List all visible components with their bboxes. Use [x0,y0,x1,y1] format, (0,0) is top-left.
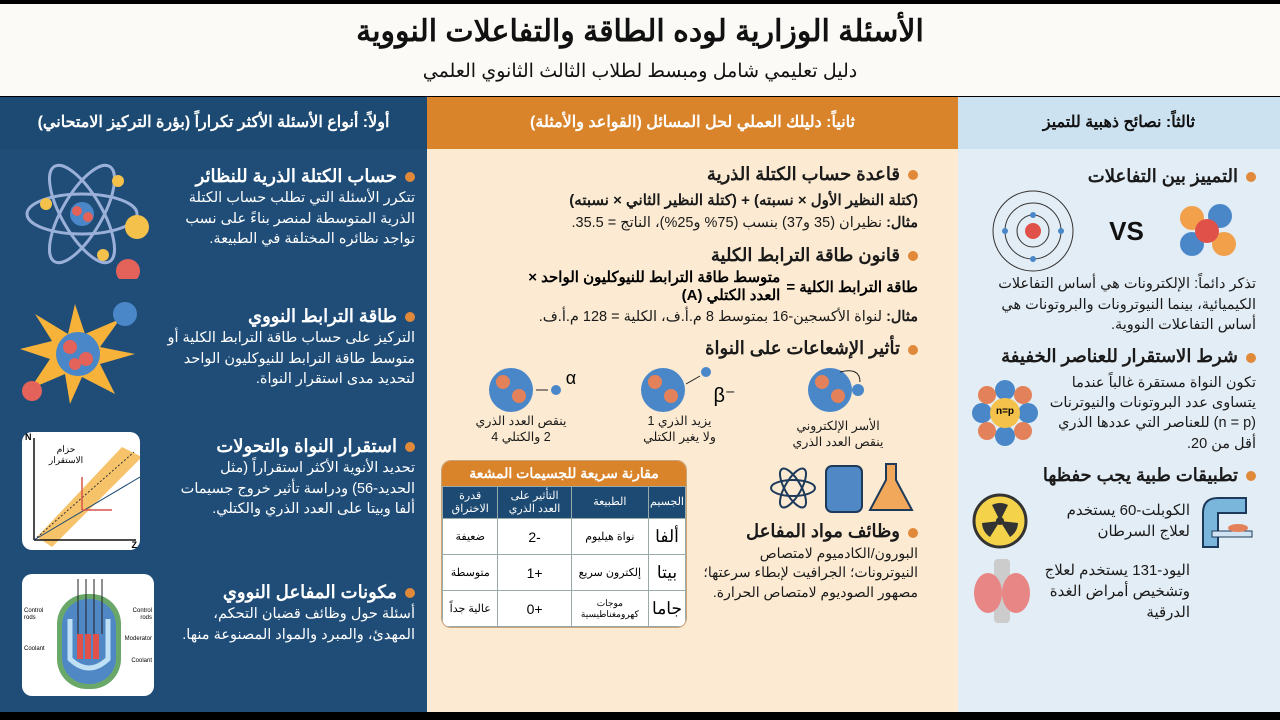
np-nucleus-icon [972,380,1038,446]
penetration-power: متوسطة [443,555,498,591]
radiotherapy-machine-icon [1198,493,1256,549]
bullet-icon [1246,471,1256,481]
column-header: الجسيم [649,487,686,519]
tip-body: تكون النواة مستقرة غالباً عندما يتساوى عدد البروتونات والنيوترنات (n = p) للعناصر التي عددها الذري أقل من 20. [1049,374,1256,452]
rule-title: قاعدة حساب الكتلة الذرية [706,164,900,184]
medical-item-cobalt: الكوبلت-60 يستخدم لعلاج السرطان [1066,502,1190,541]
effect-line: ولا يغير الكتلي [643,430,716,445]
atomic-number-effect: -2 [498,519,571,555]
tips-flow [972,165,1256,625]
beta-symbol: β⁻ [713,385,736,408]
bullet-icon [405,312,415,322]
column-header: الطبيعة [571,487,648,519]
column-question-types [0,149,427,712]
atomic-number-effect: +0 [498,591,571,627]
thyroid-icon [972,557,1032,625]
vs-label: VS [1109,215,1144,246]
tip-title: التمييز بين التفاعلات [1087,166,1238,186]
table-row [443,555,686,591]
nucleus-icon [1172,196,1242,266]
column-heading-third: ثالثاً: نصائح ذهبية للتميز [958,97,1280,149]
electron-capture-item [768,363,908,451]
item-reactor-components [165,575,415,645]
nucleus-electron-capture-icon [768,363,908,413]
beta-item [610,363,750,451]
column-golden-tips [958,149,1280,712]
effect-line: يزيد الذري 1 [647,413,712,428]
item-title: حساب الكتلة الذرية للنظائر [195,166,397,186]
bullet-icon [405,588,415,598]
penetration-power: ضعيفة [443,519,498,555]
section-title: وظائف مواد المفاعل [746,521,900,542]
bullet-icon [405,172,415,182]
item-body: التركيز على حساب طاقة الترابط الكلية أو متوسط طاقة الترابط للنيوكليون الواحد لتحديد مدى استقرار النواة. [167,330,415,387]
section-body: البورون/الكادميوم لامتصاص النيوترونات؛ الجرافيت لإبطاء سرعتها؛ مصهور الصوديوم لامتصاص الحرارة. [703,544,918,600]
nucleus-beta-icon [623,363,713,413]
stability-belt-label: حزام الاستقرار [48,444,84,465]
effect-line: الأسر الإلكتروني [796,418,880,433]
medical-item-iodine: اليود-131 يستخدم لعلاج وتشخيص أمراض الغدة الدرقية [1044,561,1190,621]
y-axis-label: N [25,432,32,442]
moderator-label: Moderator [124,636,152,642]
stability-belt-graph [22,432,140,550]
effect-line: 2 والكتلي 4 [491,430,551,445]
rule-title: قانون طاقة الترابط الكلية [710,244,900,265]
example-text: لنواة الأكسجين-16 بمتوسط 8 م.أ.ف، الكلية = 128 م.أ.ف. [538,309,883,326]
penetration-power: عالية جداً [443,591,498,627]
problem-guide-flow [441,163,918,628]
column-heading-second: ثانياً: دليلك العملي لحل المسائل (القواعد والأمثلة) [427,97,958,149]
coolant-label: Coolant [131,658,152,664]
tip-title: تطبيقات طبية يجب حفظها [1042,464,1238,485]
section-title: تأثير الإشعاعات على النواة [705,338,900,359]
bullet-icon [405,442,415,452]
alpha-symbol: α [565,368,577,389]
bullet-icon [908,251,918,261]
item-title: استقرار النواة والتحولات [216,436,397,456]
radiation-effects [441,337,918,450]
bullet-icon [908,345,918,355]
binding-energy-law [441,244,918,328]
item-body: تحديد الأنوية الأكثر استقراراً (مثل الحديد-56) ودراسة تأثير خروج جسيمات ألفا وبيتا على العدد الذري والكتلي. [180,460,415,517]
atom-isotopes-icon [20,159,160,279]
table-row [443,519,686,555]
distinguish-reactions [972,165,1256,335]
bullet-icon [1246,172,1256,182]
coolant-label: Coolant [24,646,45,652]
formula-rhs: متوسط طاقة الترابط للنيوكليون الواحد × [528,269,781,287]
tip-body: تذكر دائماً: الإلكترونات هي أساس التفاعلات الكيميائية، بينما النيوترونات والبروتونات هي أساس التفاعلات النووية. [998,276,1256,333]
table-header-row [443,487,686,519]
light-element-stability [972,345,1256,454]
particle-nature: موجات كهرومغناطيسية [571,591,648,627]
bullet-icon [1246,353,1256,363]
control-rods-label: Control rods [24,608,44,621]
effect-line: ينقص العدد الذري [475,413,567,428]
particle-nature: نواة هيليوم [571,519,648,555]
alpha-item [451,363,591,451]
nucleus-alpha-icon [466,363,566,413]
item-nucleus-stability [165,425,415,575]
control-rods-label: Control rods [132,608,152,621]
table-row [443,591,686,627]
page-subtitle: دليل تعليمي شامل ومبسط لطلاب الثالث الثانوي العلمي [422,61,858,82]
particle-name: بيتا [649,555,686,591]
example-label: مثال: [886,309,918,326]
particle-comparison-table [441,460,687,628]
atom-electron-shells-icon [986,189,1081,274]
atomic-number-effect: +1 [498,555,571,591]
item-isotope-mass [165,165,415,293]
column-header: قدرة الاختراق [443,487,498,519]
bullet-icon [908,170,918,180]
column-problem-guide [427,149,958,712]
example-label: مثال: [886,215,918,232]
effect-line: ينقص العدد الذري [792,435,884,450]
radiation-hazard-icon [972,493,1028,549]
x-axis-label: Z [131,540,137,550]
tip-title: شرط الاستقرار للعناصر الخفيفة [1001,346,1238,367]
item-binding-energy [165,293,415,425]
bullet-icon [908,528,918,538]
particle-name: جاما [649,591,686,627]
formula: (كتلة النظير الأول × نسبته) + (كتلة النظير الثاني × نسبته) [569,192,918,210]
atomic-mass-rule [441,163,918,234]
item-body: أسئلة حول وظائف قضبان التحكم، المهدئ، والمبرد والمواد المصنوعة منها. [182,606,415,643]
nuclear-fission-icon [20,299,140,404]
reactor-materials-icons [768,460,918,515]
particle-name: ألفا [649,519,686,555]
formula-lhs: طاقة الترابط الكلية = [786,279,918,297]
question-type-list [165,165,415,645]
reactor-diagram [22,574,154,696]
np-badge: n=p [995,406,1015,418]
item-title: طاقة الترابط النووي [247,306,397,326]
column-header: التأثير على العدد الذري [498,487,571,519]
bottom-row [441,460,918,628]
example-text: نظيران (35 و37) بنسب (75% و25%)، الناتج = 35.5. [571,215,883,232]
item-title: مكونات المفاعل النووي [222,582,397,602]
page-title: الأسئلة الوزارية لوده الطاقة والتفاعلات النووية [356,15,924,48]
item-body: تتكرر الأسئلة التي تطلب حساب الكتلة الذرية المتوسطة لمنصر بناءً على نسب تواجد نظائره المختلفة في الطبيعة. [185,190,415,247]
formula-rhs: العدد الكتلي (A) [681,287,781,305]
reactor-materials [701,460,918,602]
particle-nature: إلكترون سريع [571,555,648,591]
medical-applications [972,464,1256,625]
table-title: مقارنة سريعة للجسيمات المشعة [442,461,686,486]
column-heading-first: أولاً: أنواع الأسئلة الأكثر تكراراً (بؤرة التركيز الامتحاني) [0,97,427,149]
